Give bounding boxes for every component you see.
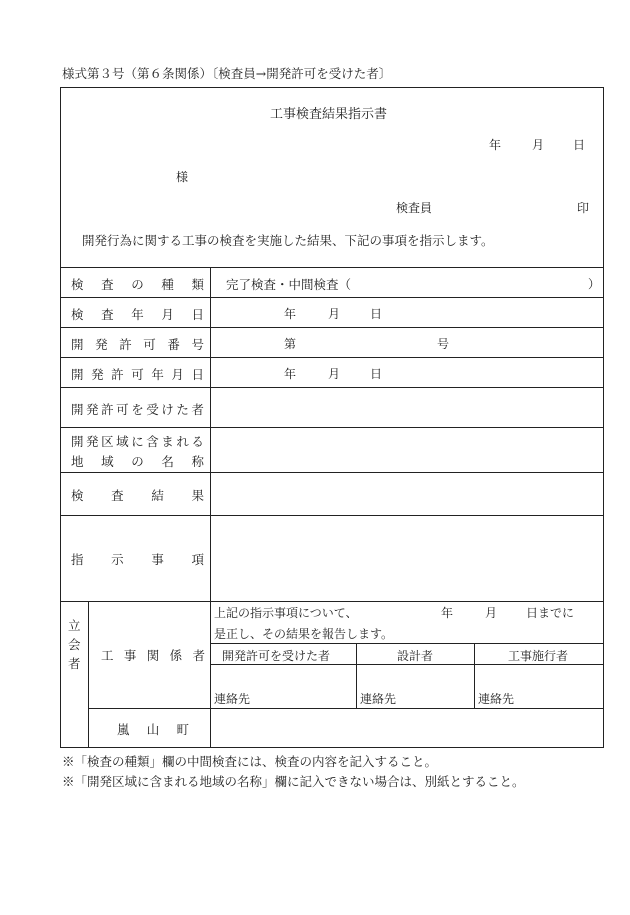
inspection-type-label: 検 査 の 種 類 — [71, 277, 204, 292]
date-month: 月 — [532, 138, 545, 152]
permit-holder-label: 開 発 許 可 を 受 け た 者 — [71, 402, 204, 417]
permit-number-label: 開 発 許 可 番 号 — [71, 337, 204, 352]
divider — [60, 297, 604, 298]
divider — [60, 427, 604, 428]
seal-mark: 印 — [577, 201, 590, 215]
inspection-date-month: 月 — [328, 307, 341, 321]
divider — [210, 643, 604, 644]
inspection-date-label: 検 査 年 月 日 — [71, 307, 204, 322]
label-column-divider — [210, 267, 211, 748]
attendee-column-divider — [88, 601, 89, 748]
report-line2: 是正し、その結果を報告します。 — [214, 627, 394, 641]
divider — [60, 601, 604, 602]
inspector-label: 検査員 — [396, 201, 433, 215]
contact-designer: 連絡先 — [360, 692, 397, 706]
permit-date-year: 年 — [284, 367, 297, 381]
divider — [60, 387, 604, 388]
party-contractor: 工事施行者 — [508, 649, 569, 663]
divider — [60, 515, 604, 516]
divider — [88, 708, 604, 709]
note-1: ※「検査の種類」欄の中間検査には、検査の内容を記入すること。 — [62, 754, 438, 769]
divider — [60, 357, 604, 358]
result-label: 検 査 結 果 — [71, 488, 204, 503]
form-header: 様式第３号（第６条関係）〔検査員→開発許可を受けた者〕 — [62, 66, 392, 81]
works-label: 工 事 関 係 者 — [101, 648, 205, 663]
report-line1-prefix: 上記の指示事項について、 — [214, 606, 358, 620]
party-divider — [356, 643, 357, 708]
inspection-date-year: 年 — [284, 307, 297, 321]
divider — [60, 472, 604, 473]
inspection-type-close: ） — [588, 277, 601, 291]
report-line1-month: 月 — [485, 606, 498, 620]
contact-permit-holder: 連絡先 — [214, 692, 251, 706]
note-2: ※「開発区域に含まれる地域の名称」欄に記入できない場合は、別紙とすること。 — [62, 774, 525, 789]
inspection-date-day: 日 — [370, 307, 383, 321]
party-permit-holder: 開発許可を受けた者 — [222, 649, 331, 663]
divider — [60, 327, 604, 328]
date-year: 年 — [489, 138, 502, 152]
attendees-label: 立会者 — [68, 618, 81, 671]
permit-date-label: 開 発 許 可 年 月 日 — [71, 367, 204, 382]
permit-date-day: 日 — [370, 367, 383, 381]
area-name-label-line2: 地 域 の 名 称 — [71, 454, 204, 469]
divider — [60, 267, 604, 268]
form-title: 工事検査結果指示書 — [270, 107, 388, 122]
town-label: 嵐 山 町 — [117, 722, 189, 737]
area-name-label-line1: 開 発 区 域 に 含 ま れ る — [71, 434, 204, 449]
intro-text: 開発行為に関する工事の検査を実施した結果、下記の事項を指示します。 — [82, 233, 494, 248]
report-line1-suffix: 日までに — [526, 606, 575, 620]
party-designer: 設計者 — [397, 649, 434, 663]
permit-number-prefix: 第 — [284, 337, 297, 351]
report-line1-year: 年 — [441, 606, 454, 620]
instructions-label: 指 示 事 項 — [71, 552, 204, 567]
permit-date-month: 月 — [328, 367, 341, 381]
date-day: 日 — [573, 138, 586, 152]
addressee-suffix: 様 — [176, 170, 189, 184]
party-divider — [474, 643, 475, 708]
contact-contractor: 連絡先 — [478, 692, 515, 706]
inspection-type-options: 完了検査・中間検査（ — [226, 277, 352, 292]
permit-number-suffix: 号 — [437, 337, 450, 351]
divider — [210, 664, 604, 665]
